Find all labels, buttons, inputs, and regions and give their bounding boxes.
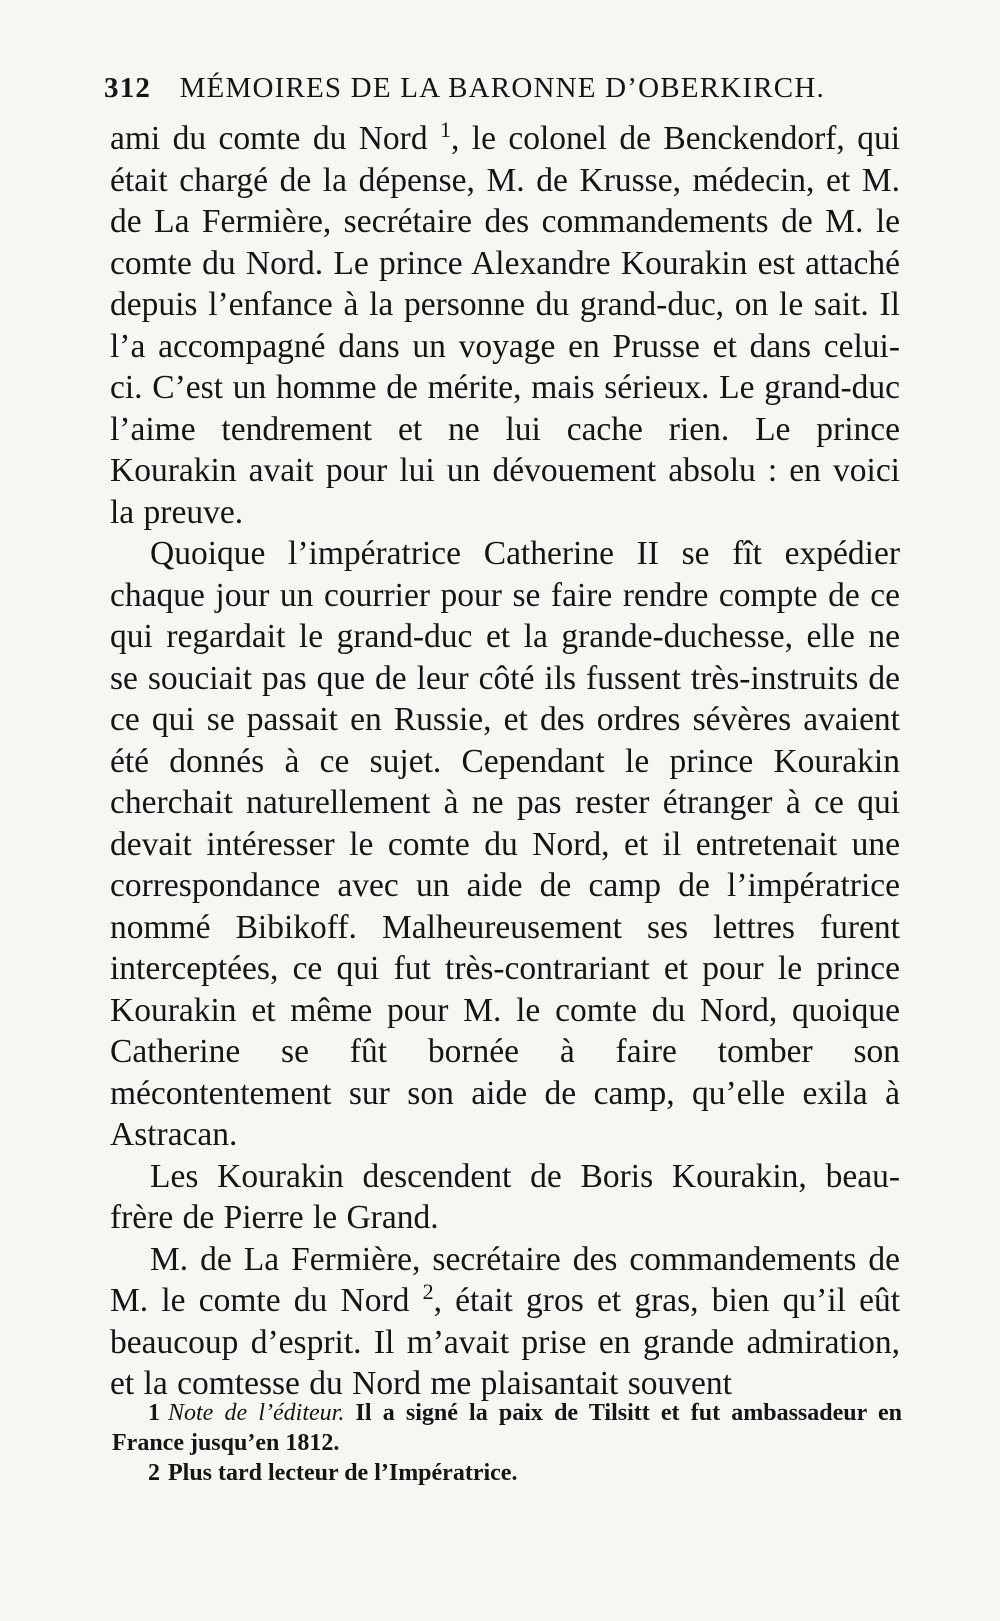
footnote-1-marker: 1 <box>148 1400 160 1426</box>
paragraph-4-text-a: M. de La Fermière, secrétaire des commandements de M. le comte du Nord <box>110 1240 900 1319</box>
footnote-2 <box>112 1458 902 1488</box>
footnote-1 <box>112 1398 902 1458</box>
paragraph-1-text-b: , le colonel de Benckendorf, qui était chargé de la dépense, M. de Krusse, médecin, et M. de La Fermière, secrétaire des commandements de M. le comte du Nord. Le prince Alexandre Kourakin est attaché depuis l’enfance à la personne du grand-duc, on le sait. Il l’a accompagné dans un voyage en Prusse et dans celui-ci. C’est un homme de mérite, mais sérieux. Le grand-duc l’aime tendrement et ne lui cache rien. Le prince Kourakin avait pour lui un dévouement absolu : en voici la preuve. <box>110 120 901 531</box>
page-number: 312 <box>104 72 152 104</box>
footnote-ref-1: 1 <box>440 116 451 142</box>
footnotes <box>112 1398 902 1488</box>
paragraph-1-text-a: ami du comte du Nord <box>110 120 428 157</box>
paragraph-1 <box>110 118 900 533</box>
running-title: MÉMOIRES DE LA BARONNE D’OBERKIRCH. <box>179 72 825 104</box>
footnote-1-text: Il a signé la paix de Tilsitt et fut ambassadeur en France jusqu’en 1812. <box>112 1400 903 1456</box>
footnote-2-text: Plus tard lecteur de l’Impératrice. <box>168 1460 518 1486</box>
footnote-1-label: Note de l’éditeur. <box>168 1400 345 1426</box>
paragraph-3: Les Kourakin descendent de Boris Kourakin, beau-frère de Pierre le Grand. <box>110 1157 900 1236</box>
paragraph-4 <box>110 1239 900 1405</box>
main-text <box>110 118 900 1405</box>
paragraph-4-text-b: , était gros et gras, bien qu’il eût beaucoup d’esprit. Il m’avait prise en grande admiration, et la comtesse du Nord me plaisantait souvent <box>110 1282 901 1402</box>
footnote-2-marker: 2 <box>148 1460 160 1486</box>
running-header <box>104 72 904 112</box>
paragraph-2: Quoique l’impératrice Catherine II se fît expédier chaque jour un courrier pour se faire rendre compte de ce qui regardait le grand-duc et la grande-duchesse, elle ne se souciait pas que de leur côté ils fussent très-instruits de ce qui se passait en Russie, et des ordres sévères avaient été donnés à ce sujet. Cependant le prince Kourakin cherchait naturellement à ne pas rester étranger à ce qui devait intéresser le comte du Nord, et il entretenait une correspondance avec un aide de camp de l’impératrice nommé Bibikoff. Malheureusement ses lettres furent interceptées, ce qui fut très-contrariant et pour le prince Kourakin et même pour M. le comte du Nord, quoique Catherine se fût bornée à faire tomber son mécontentement sur son aide de camp, qu’elle exila à Astracan. <box>110 535 900 1153</box>
footnote-ref-2: 2 <box>422 1278 434 1304</box>
